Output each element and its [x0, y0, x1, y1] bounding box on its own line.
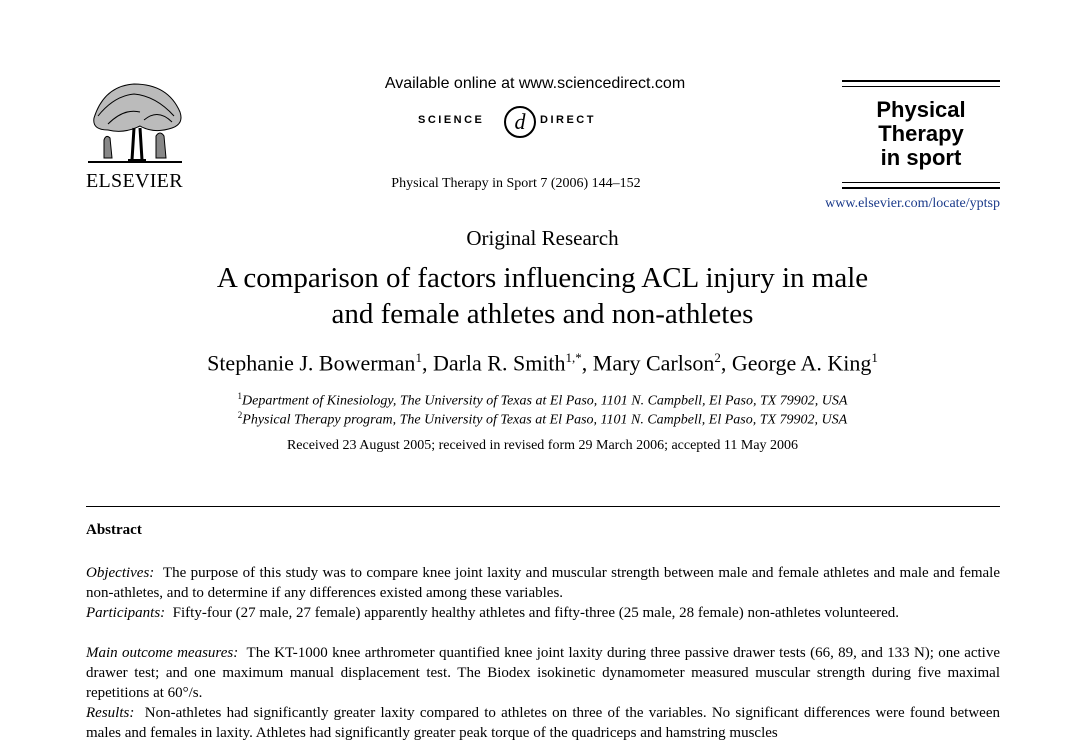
author-affiliation-mark: 1	[415, 350, 422, 365]
affiliation-text: Department of Kinesiology, The University of Texas at El Paso, 1101 N. Campbell, El Paso, TX 79902, USA	[242, 393, 848, 409]
article-title	[0, 260, 1070, 332]
publisher-name: ELSEVIER	[86, 170, 183, 192]
sciencedirect-logo-right: DIRECT	[540, 114, 596, 126]
received-dates: Received 23 August 2005; received in revised form 29 March 2006; accepted 11 May 2006	[286, 438, 799, 453]
affiliation	[0, 391, 1070, 410]
abstract-section-results	[86, 703, 1000, 743]
section-label: Objectives:	[86, 565, 155, 581]
sciencedirect-at-icon	[500, 100, 540, 140]
author-name: George A. King	[731, 350, 872, 376]
author-name: Stephanie J. Bowerman	[207, 350, 416, 376]
affiliation-mark: 1	[237, 391, 242, 401]
section-label: Results:	[86, 705, 135, 721]
section-label: Main outcome measures:	[86, 645, 239, 661]
section-label: Participants:	[86, 605, 166, 621]
affiliation	[0, 410, 1070, 429]
author-name: Darla R. Smith	[432, 350, 566, 376]
available-online-text: Available online at www.sciencedirect.com	[384, 75, 686, 92]
journal-logo	[842, 98, 1000, 170]
section-text: Fifty-four (27 male, 27 female) apparently healthy athletes and fifty-three (25 male, 28 female) non-athletes volunteered.	[172, 605, 900, 621]
title-line: A comparison of factors influencing ACL injury in male	[216, 262, 869, 294]
author-list: Stephanie J. Bowerman$^1$, Darla R. Smith$^{1,*}$, Mary Carlson$^2$, George A. King$^1$	[207, 350, 878, 376]
abstract-section-objectives	[86, 563, 1000, 603]
section-text: The KT-1000 knee arthrometer quantified knee joint laxity during three passive drawer tests (66, 89, and 133 N); one active drawer test; and one maximum manual displacement test. The Biodex isokinetic dynamometer measured muscular strength during five maximal repetitions at 60°/s.	[86, 645, 1001, 701]
abstract-section-outcome-measures	[86, 643, 1000, 703]
journal-name-line: in sport	[880, 145, 962, 170]
author-affiliation-mark: 2	[714, 350, 721, 365]
journal-url-link[interactable]: www.elsevier.com/locate/yptsp	[825, 196, 1000, 211]
sciencedirect-logo-left: SCIENCE	[418, 114, 485, 126]
section-text: Non-athletes had significantly greater laxity compared to athletes on three of the variables. No significant differences were found between males and females in laxity. Athletes had significantly greater peak torque of the quadriceps and hamstring muscles	[86, 705, 1000, 741]
affiliation-mark: 2	[237, 410, 243, 420]
author-affiliation-mark: 1	[871, 350, 878, 365]
journal-name-line: Physical	[876, 97, 966, 122]
abstract-section-participants	[86, 603, 1000, 623]
svg-text:d: d	[514, 109, 526, 134]
section-text: The purpose of this study was to compare knee joint laxity and muscular strength between male and female athletes and male and female non-athletes, and to determine if any differences existed among these variables.	[86, 565, 1000, 601]
journal-name-line: Therapy	[878, 121, 964, 146]
author-affiliation-mark: 1,*	[565, 350, 582, 365]
journal-citation: Physical Therapy in Sport 7 (2006) 144–152	[391, 176, 641, 191]
abstract-heading: Abstract	[86, 522, 142, 538]
author-name: Mary Carlson	[592, 350, 715, 376]
affiliation-text: Physical Therapy program, The University of Texas at El Paso, 1101 N. Campbell, El Paso, TX 79902, USA	[242, 412, 848, 428]
title-line: and female athletes and non-athletes	[331, 298, 754, 330]
article-type: Original Research	[466, 226, 619, 250]
divider	[86, 506, 1000, 507]
